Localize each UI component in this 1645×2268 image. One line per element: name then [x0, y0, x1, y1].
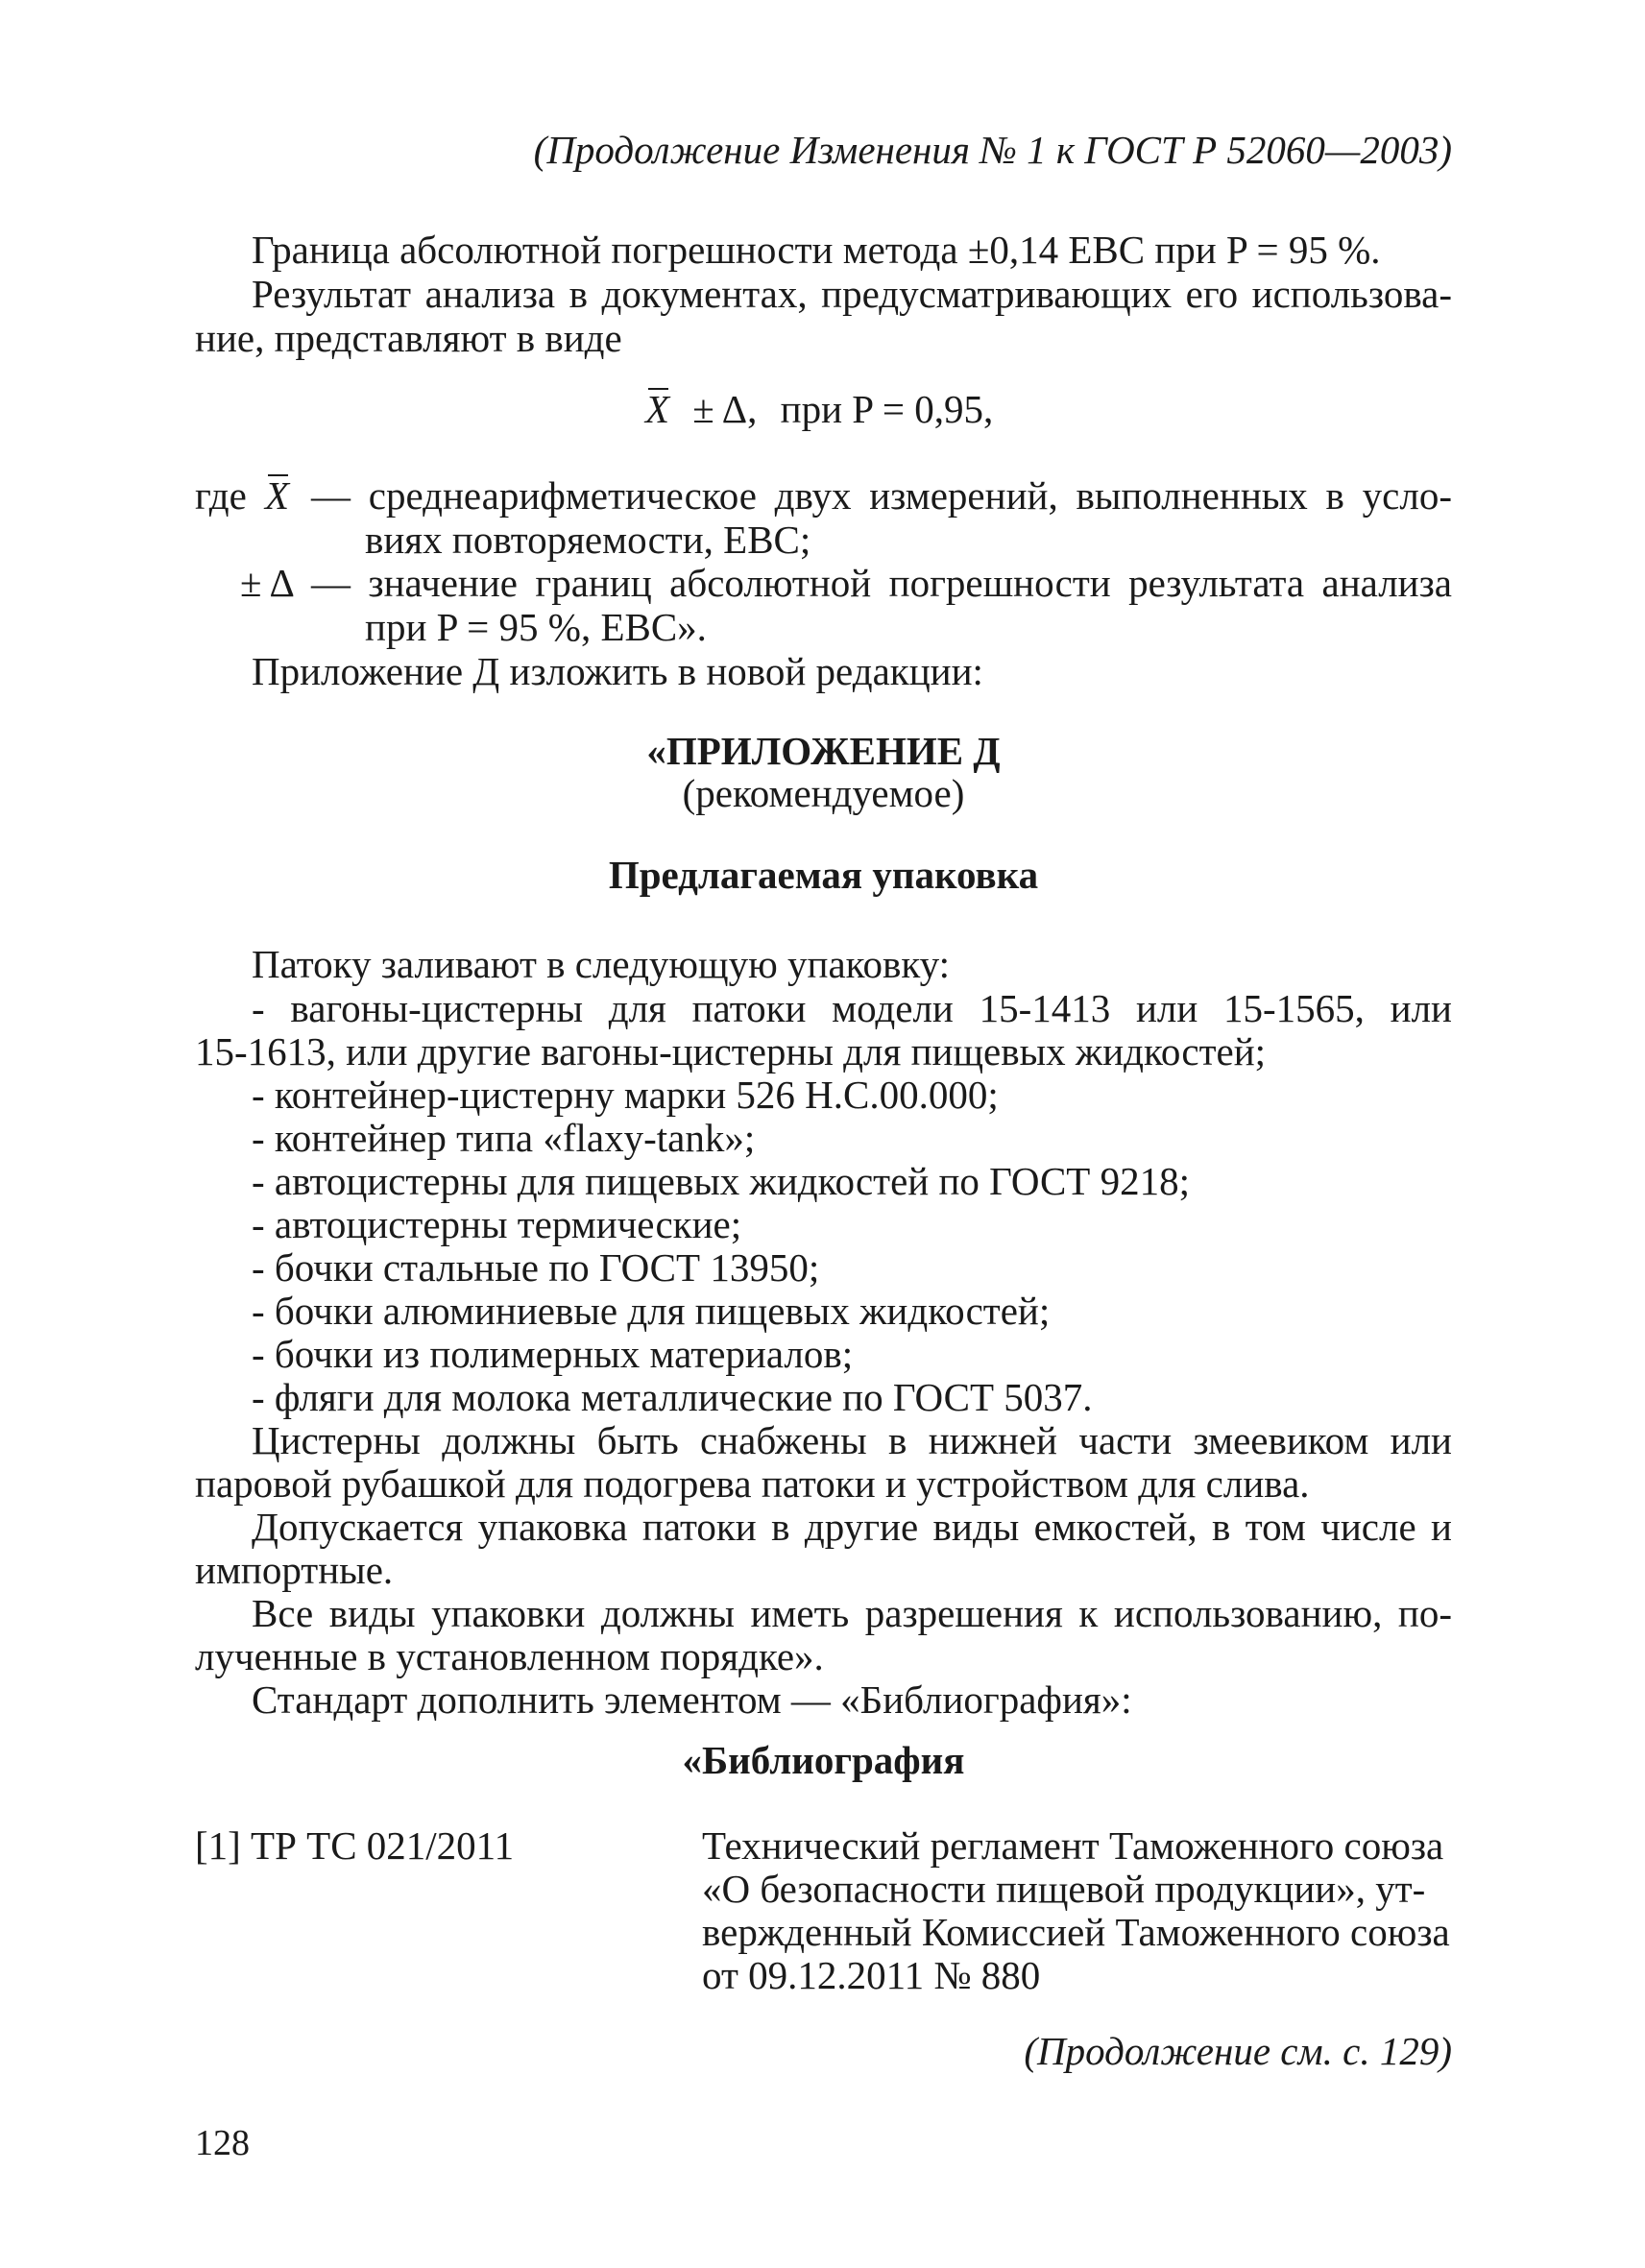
- packaging-item: - бочки алюминиевые для пищевых жидкостей;: [252, 1289, 1051, 1333]
- paragraph-permissions-line2: лученные в установленном порядке».: [195, 1634, 824, 1678]
- bibliography-desc-line1: Технический регламент Таможенного союза: [702, 1823, 1444, 1868]
- packaging-item: - фляги для молока металлические по ГОСТ 5037.: [252, 1375, 1093, 1419]
- definition-1-line2: виях повторяемости, ЕВС;: [365, 518, 811, 562]
- definition-2-line1: — значение границ абсолютной погрешности результата анализа: [311, 561, 1452, 605]
- packaging-item: - контейнер-цистерну марки 526 Н.С.00.000;: [252, 1073, 999, 1117]
- bibliography-desc-line4: от 09.12.2011 № 880: [702, 1953, 1041, 1997]
- packaging-item: - контейнер типа «flaxy-tank»;: [252, 1116, 756, 1160]
- page-number: 128: [195, 2123, 250, 2163]
- formula-x-bar: X: [645, 387, 670, 431]
- appendix-title: «ПРИЛОЖЕНИЕ Д: [646, 729, 1001, 773]
- definition-2-line2: при P = 95 %, ЕВС».: [365, 605, 707, 649]
- x-bar-symbol: X: [265, 473, 290, 518]
- packaging-item-1-line1: - вагоны-цистерны для патоки модели 15-1413 или 15-1565, или: [252, 986, 1452, 1030]
- definition-1-line1: — среднеарифметическое двух измерений, выполненных в усло-: [311, 473, 1452, 518]
- formula: [645, 386, 993, 432]
- appendix-subtitle: (рекомендуемое): [682, 771, 965, 815]
- paragraph-add-bibliography: Стандарт дополнить элементом — «Библиография»:: [252, 1677, 1132, 1722]
- bibliography-title: «Библиография: [682, 1738, 965, 1782]
- packaging-item: - бочки из полимерных материалов;: [252, 1332, 854, 1376]
- packaging-intro: Патоку заливают в следующую упаковку:: [252, 942, 951, 986]
- definition-1-symbol: [265, 472, 289, 519]
- paragraph-other-containers-line1: Допускается упаковка патоки в другие виды емкостей, в том числе и: [252, 1505, 1452, 1549]
- paragraph-error-bound: Граница абсолютной погрешности метода ±0,14 ЕВС при P = 95 %.: [252, 228, 1381, 272]
- formula-condition: при P = 0,95,: [780, 387, 994, 431]
- section-title: Предлагаемая упаковка: [608, 853, 1039, 897]
- packaging-item: - автоцистерны термические;: [252, 1202, 742, 1246]
- header-continuation: (Продолжение Изменения № 1 к ГОСТ Р 52060—2003): [533, 128, 1452, 172]
- packaging-item: - бочки стальные по ГОСТ 13950;: [252, 1245, 820, 1290]
- bibliography-ref: [1] ТР ТС 021/2011: [195, 1823, 515, 1868]
- footer-continuation: (Продолжение см. с. 129): [1024, 2029, 1452, 2073]
- formula-plus-minus: ± Δ,: [692, 387, 758, 431]
- bibliography-desc-line2: «О безопасности пищевой продукции», ут-: [702, 1867, 1426, 1911]
- paragraph-other-containers-line2: импортные.: [195, 1548, 394, 1592]
- paragraph-result-line1: Результат анализа в документах, предусматривающих его использова-: [252, 272, 1452, 316]
- packaging-item: - автоцистерны для пищевых жидкостей по ГОСТ 9218;: [252, 1159, 1190, 1203]
- paragraph-tanks-line1: Цистерны должны быть снабжены в нижней части змеевиком или: [252, 1418, 1452, 1462]
- paragraph-appendix-intro: Приложение Д изложить в новой редакции:: [252, 649, 983, 693]
- where-label: где: [195, 473, 247, 518]
- paragraph-result-line2: ние, представляют в виде: [195, 316, 622, 360]
- paragraph-permissions-line1: Все виды упаковки должны иметь разрешения к использованию, по-: [252, 1591, 1452, 1635]
- bibliography-desc-line3: вержденный Комиссией Таможенного союза: [702, 1910, 1450, 1954]
- packaging-item-1-line2: 15-1613, или другие вагоны-цистерны для пищевых жидкостей;: [195, 1029, 1267, 1074]
- definition-2-symbol: ± Δ: [240, 561, 295, 605]
- paragraph-tanks-line2: паровой рубашкой для подогрева патоки и устройством для слива.: [195, 1461, 1310, 1506]
